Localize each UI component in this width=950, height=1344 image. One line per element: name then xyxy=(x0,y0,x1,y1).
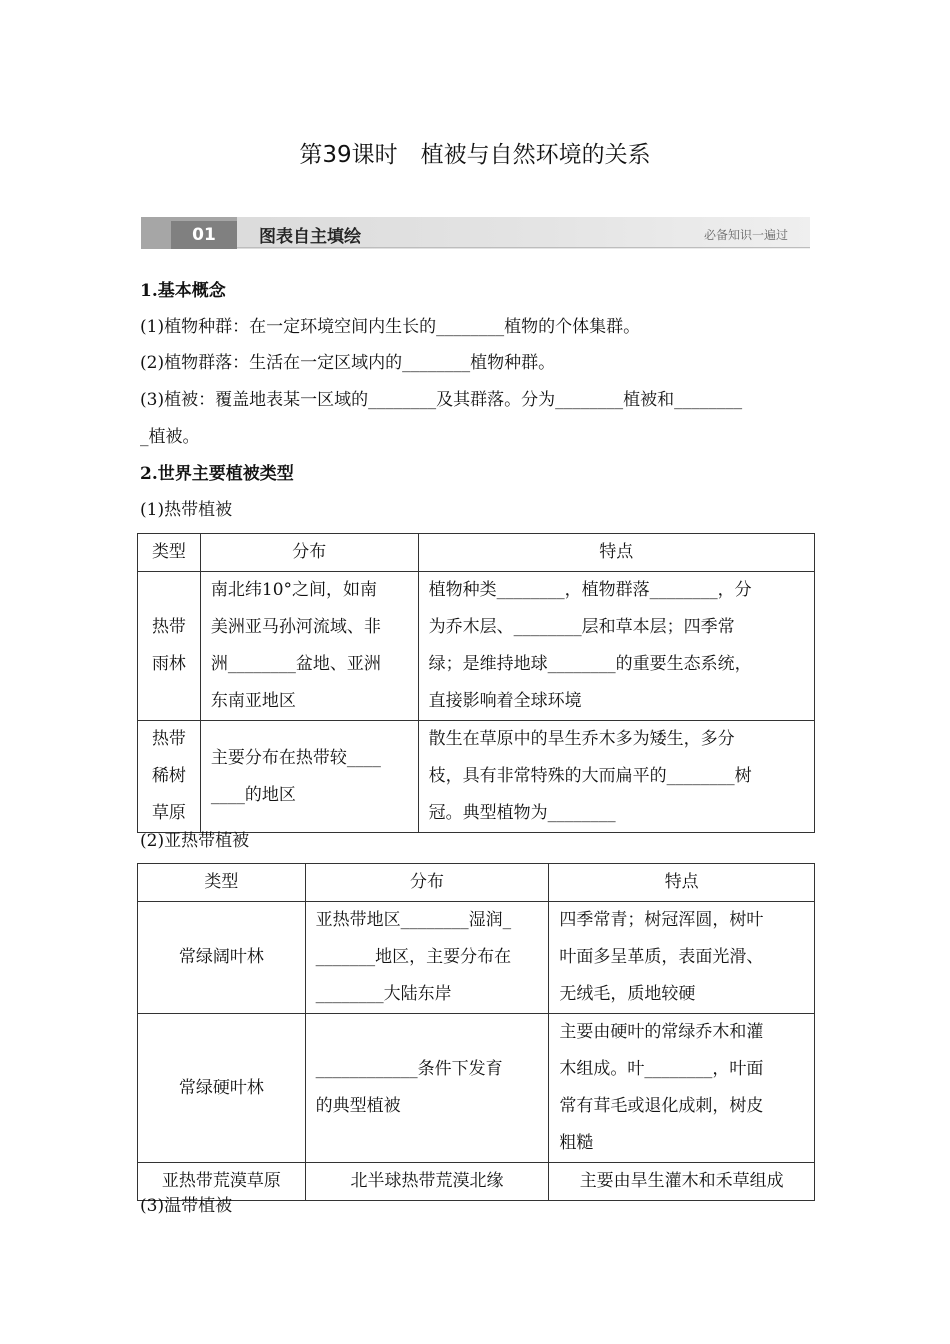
banner-underline xyxy=(237,247,810,248)
page-title: 第39课时 植被与自然环境的关系 xyxy=(299,142,651,168)
section-banner xyxy=(141,217,810,249)
table-row xyxy=(138,572,815,721)
concept-population: (1)植物种群：在一定环境空间内生长的________植物的个体集群。 xyxy=(140,317,641,337)
row-distribution: 亚热带地区________湿润_ _______地区，主要分布在 ________大陆东岸 xyxy=(305,902,549,1014)
row-distribution: 北半球热带荒漠北缘 xyxy=(305,1163,549,1201)
row-features: 主要由硬叶的常绿乔木和灌 木组成。叶________，叶面 常有茸毛或退化成刺，树皮 粗糙 xyxy=(549,1014,815,1163)
row-features: 散生在草原中的旱生乔木多为矮生，多分 枝，具有非常特殊的大而扁平的________树 冠。典型植物为________ xyxy=(418,721,814,833)
section-1-heading: 1.基本概念 xyxy=(140,281,226,301)
banner-subtitle: 必备知识一遍过 xyxy=(703,228,788,242)
subheading-temperate: (3)温带植被 xyxy=(140,1196,233,1216)
table-row xyxy=(138,721,815,833)
header-distribution: 分布 xyxy=(305,864,549,902)
row-type: 亚热带荒漠草原 xyxy=(138,1163,306,1201)
row-features: 四季常青；树冠浑圆，树叶 叶面多呈革质，表面光滑、 无绒毛，质地较硬 xyxy=(549,902,815,1014)
banner-title: 图表自主填绘 xyxy=(259,227,361,247)
subheading-tropical: (1)热带植被 xyxy=(140,500,233,520)
table-header-row xyxy=(138,534,815,572)
table-header-row xyxy=(138,864,815,902)
row-features: 植物种类________，植物群落________，分 为乔木层、________层和草本层；四季常 绿；是维持地球________的重要生态系统， 直接影响着全球环境 xyxy=(418,572,814,721)
concept-vegetation: (3)植被：覆盖地表某一区域的________及其群落。分为________植被和________ xyxy=(140,390,743,410)
header-features: 特点 xyxy=(549,864,815,902)
banner-number-block xyxy=(141,217,237,249)
row-distribution: ____________条件下发育 的典型植被 xyxy=(305,1014,549,1163)
header-features: 特点 xyxy=(418,534,814,572)
header-type: 类型 xyxy=(138,534,201,572)
row-type: 热带 稀树 草原 xyxy=(138,721,201,833)
row-type: 常绿阔叶林 xyxy=(138,902,306,1014)
table-row xyxy=(138,1014,815,1163)
row-distribution: 主要分布在热带较____ ____的地区 xyxy=(200,721,418,833)
row-distribution: 南北纬10°之间，如南 美洲亚马孙河流域、非 洲________盆地、亚洲 东南亚地区 xyxy=(200,572,418,721)
header-distribution: 分布 xyxy=(200,534,418,572)
banner-number: 01 xyxy=(171,221,237,249)
concept-vegetation-cont: _植被。 xyxy=(140,427,200,447)
table-row xyxy=(138,902,815,1014)
header-type: 类型 xyxy=(138,864,306,902)
concept-community: (2)植物群落：生活在一定区域内的________植物种群。 xyxy=(140,353,556,373)
subheading-subtropical: (2)亚热带植被 xyxy=(140,831,250,851)
section-2-heading: 2.世界主要植被类型 xyxy=(140,464,294,484)
row-type: 常绿硬叶林 xyxy=(138,1014,306,1163)
table-row xyxy=(138,1163,815,1201)
subtropical-vegetation-table xyxy=(137,863,815,1201)
row-type: 热带 雨林 xyxy=(138,572,201,721)
tropical-vegetation-table xyxy=(137,533,815,833)
row-features: 主要由旱生灌木和禾草组成 xyxy=(549,1163,815,1201)
